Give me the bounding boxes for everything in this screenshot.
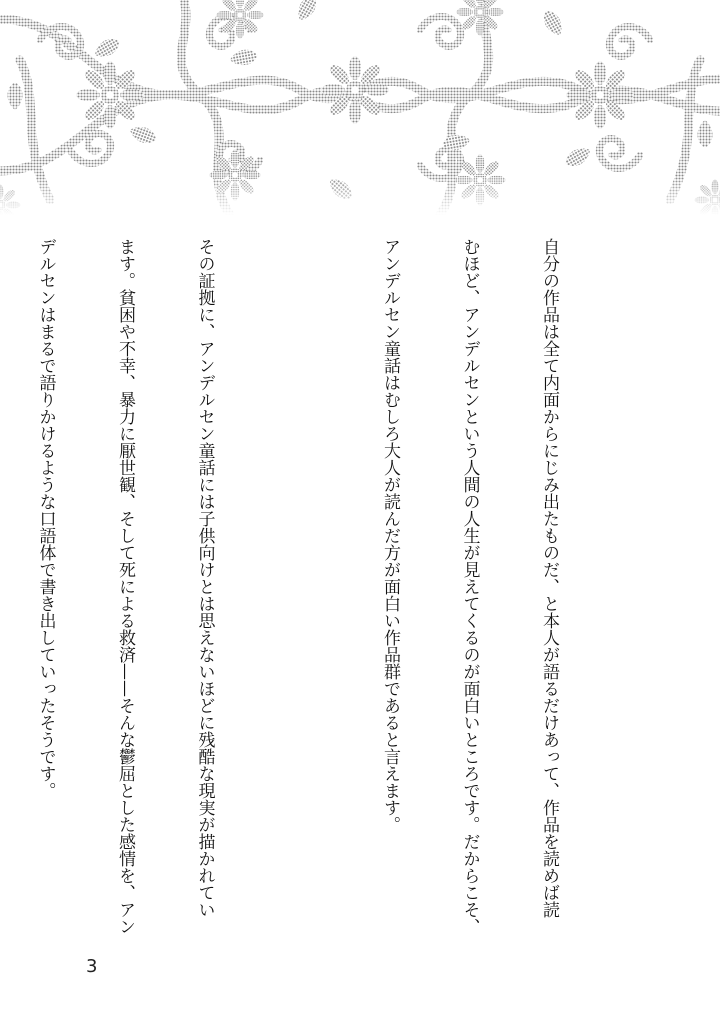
paragraph bbox=[0, 238, 271, 958]
text-line: その証拠に、アンデルセン童話には子供向けとは思えないほどに残酷な現実が描かれてい bbox=[194, 238, 215, 918]
text-line: デルセンはまるで語りかけるような口語体で書き出していったそうです。 bbox=[35, 238, 56, 799]
page-number: 3 bbox=[86, 956, 98, 977]
text-line: 自分の作品は全て内面からにじみ出たものだ、と本人が語るだけあって、作品を読めば読 bbox=[539, 238, 559, 918]
body-text-vertical bbox=[0, 238, 668, 958]
text-line: アンデルセン童話はむしろ大人が読んだ方が面白い作品群であると言えます。 bbox=[380, 238, 400, 833]
decorative-header-ornament bbox=[0, 0, 720, 215]
text-line: ます。貧困や不幸、暴力に厭世観、そして死による救済——そんな鬱屈とした感情を、アン bbox=[115, 238, 135, 935]
paragraph bbox=[324, 238, 616, 958]
text-line: むほど、アンデルセンという人間の人生が見えてくるのが面白いところです。だからこそ、 bbox=[459, 238, 480, 935]
